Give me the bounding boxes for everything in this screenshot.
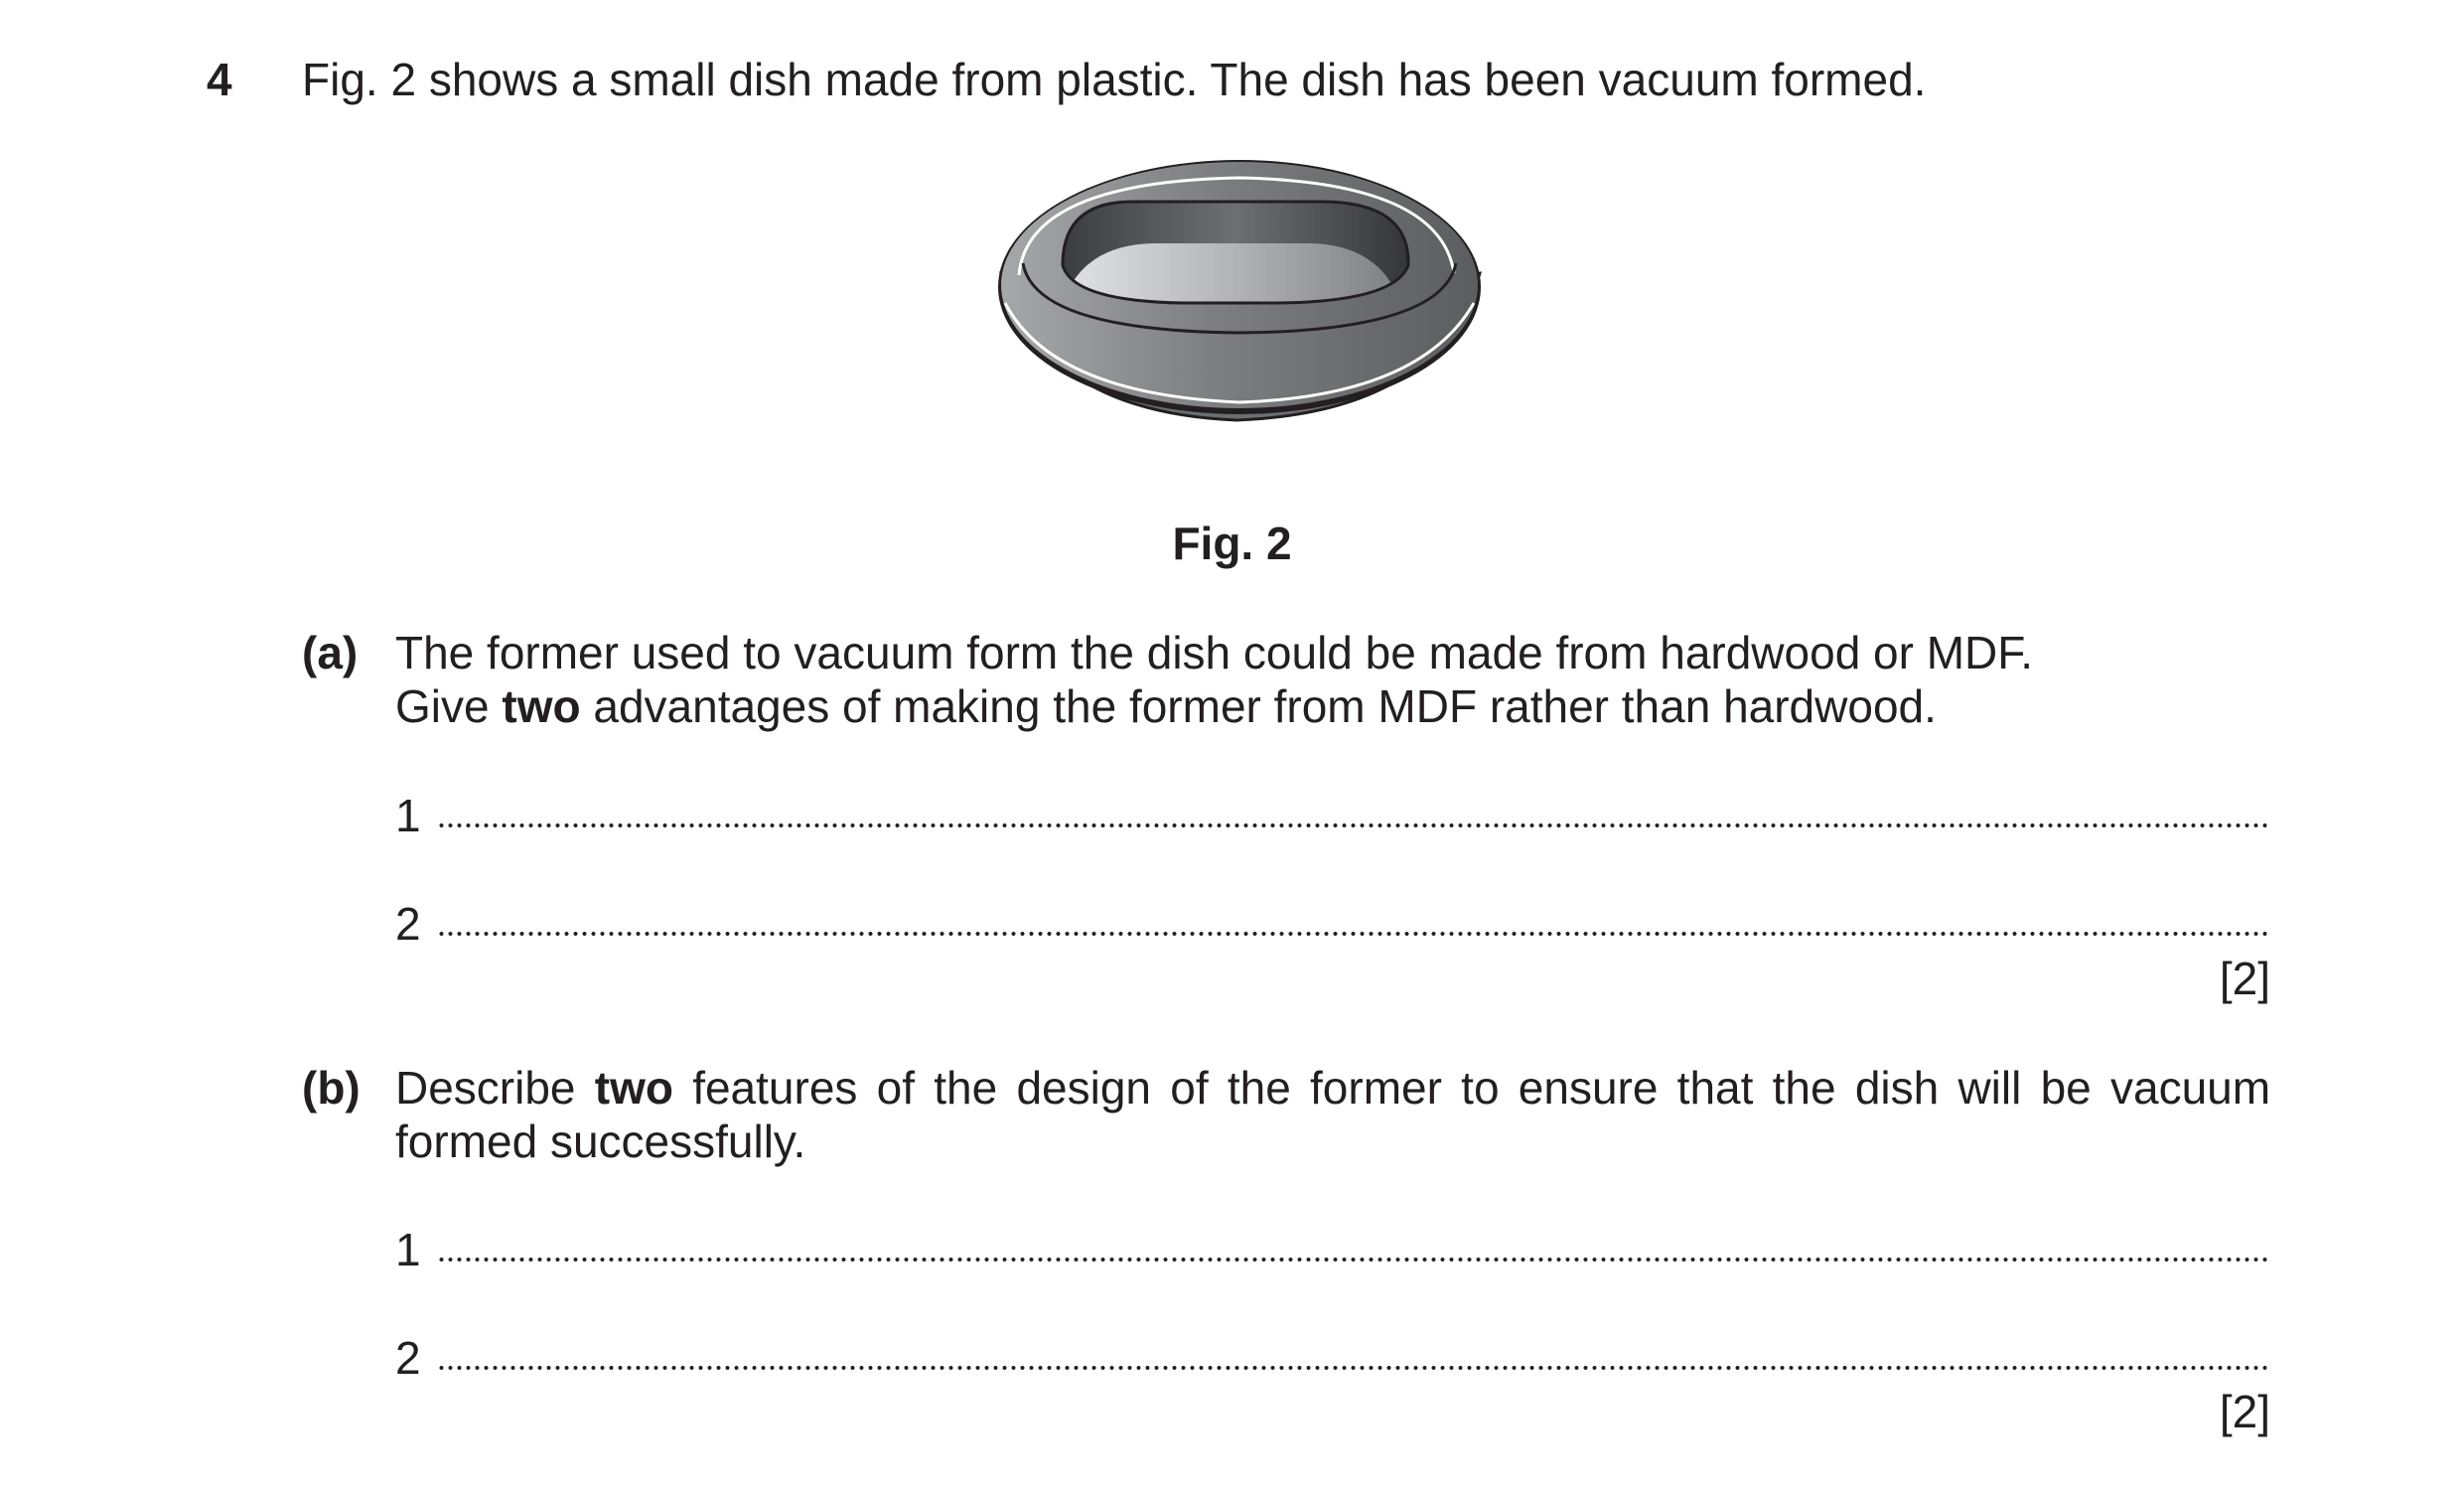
part-a-line-2-start: Give: [395, 680, 503, 732]
part-b-word: features: [692, 1062, 858, 1114]
part-b-word: the: [1772, 1062, 1836, 1114]
part-b-word: Describe: [395, 1062, 576, 1114]
part-b-word: former: [1310, 1062, 1442, 1114]
part-b-word: to: [1461, 1062, 1500, 1114]
answer-number: 2: [395, 898, 421, 950]
part-b-word: will: [1957, 1062, 2022, 1114]
part-b-label: (b): [302, 1062, 361, 1114]
plastic-dish-illustration: [983, 154, 1500, 452]
part-b-word: of: [1170, 1062, 1209, 1114]
question-stem: Fig. 2 shows a small dish made from plastic. The dish has been vacuum formed.: [302, 54, 1927, 105]
figure-caption: Fig. 2: [1172, 518, 1292, 569]
part-b-word: the: [934, 1062, 998, 1114]
part-a-answer-line-2[interactable]: [395, 897, 2270, 951]
part-b-word: vacuum: [2109, 1062, 2271, 1114]
part-b-word: of: [876, 1062, 916, 1114]
dotted-answer-line[interactable]: [437, 1255, 2270, 1265]
answer-number: 2: [395, 1332, 421, 1384]
part-a-marks: [2]: [2219, 953, 2270, 1004]
dotted-answer-line[interactable]: [437, 929, 2270, 939]
part-b-line-1: [395, 1061, 2270, 1115]
part-a-answer-line-1[interactable]: [395, 789, 2270, 842]
part-a-label: (a): [302, 627, 359, 678]
part-b-word: dish: [1854, 1062, 1940, 1114]
part-a-line-1: The former used to vacuum form the dish could be made from hardwood or MDF.: [395, 627, 2034, 678]
part-b-answer-line-2[interactable]: [395, 1331, 2270, 1385]
dotted-answer-line[interactable]: [437, 1363, 2270, 1373]
part-b-word-emphasis: two: [594, 1062, 673, 1114]
part-a-line-2-end: advantages of making the former from MDF rather than hardwood.: [580, 680, 1937, 732]
part-b-line-2: formed successfully.: [395, 1116, 806, 1167]
part-a-line-2-emphasis: two: [502, 680, 581, 732]
part-b-answer-line-1[interactable]: [395, 1223, 2270, 1276]
dotted-answer-line[interactable]: [437, 820, 2270, 830]
part-b-word: be: [2040, 1062, 2092, 1114]
answer-number: 1: [395, 790, 421, 841]
question-number: 4: [207, 54, 232, 105]
part-b-marks: [2]: [2219, 1386, 2270, 1437]
part-b-word: design: [1016, 1062, 1151, 1114]
part-b-word: the: [1227, 1062, 1291, 1114]
part-a-line-2: [395, 679, 1937, 733]
part-b-word: ensure: [1518, 1062, 1659, 1114]
answer-number: 1: [395, 1224, 421, 1275]
part-b-word: that: [1676, 1062, 1754, 1114]
